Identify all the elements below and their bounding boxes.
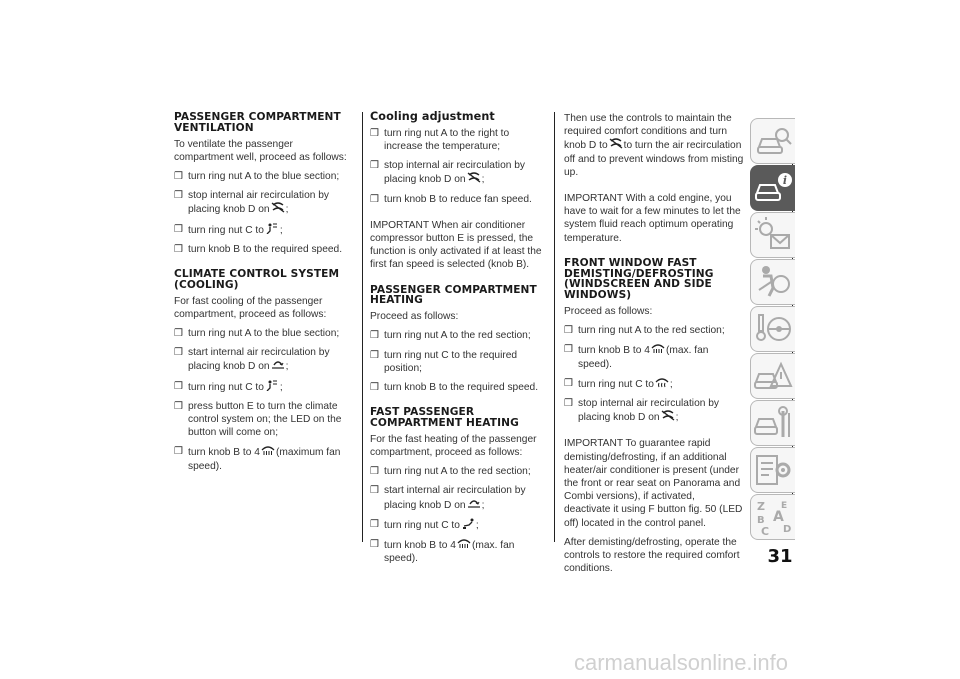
list-item (370, 349, 550, 375)
svg-text:Z: Z (757, 500, 765, 513)
sidebar-tab-index[interactable] (750, 494, 795, 540)
recirculation-off-icon (271, 202, 285, 213)
semicolon: ; (279, 381, 283, 393)
bullet-icon: ❒ (370, 485, 379, 497)
list-item (174, 327, 354, 340)
list-item (174, 445, 354, 472)
semicolon: ; (481, 499, 485, 511)
list-item (174, 223, 354, 237)
bullet-icon: ❒ (564, 377, 573, 389)
list-item-text: turn ring nut C to the required position; (384, 349, 518, 374)
fan-max-icon (457, 538, 471, 549)
paragraph-demisting-intro: Proceed as follows: (564, 306, 653, 318)
semicolon: ; (475, 519, 479, 531)
feet-vent-icon (461, 518, 475, 529)
column-3 (564, 112, 744, 581)
sidebar-tab-maintenance[interactable] (750, 400, 795, 446)
bullet-icon: ❒ (564, 325, 573, 337)
sidebar-tab-car-search[interactable] (750, 118, 795, 164)
list-item (174, 380, 354, 394)
svg-text:i: i (782, 174, 788, 187)
heading-ventilation: PASSENGER COMPARTMENT VENTILATION (174, 111, 341, 134)
heading-heating: PASSENGER COMPARTMENT HEATING (370, 283, 537, 307)
bullet-icon: ❒ (174, 446, 183, 458)
recirculation-off-icon (467, 172, 481, 183)
bullet-icon: ❒ (174, 347, 183, 359)
face-vent-icon (265, 380, 279, 391)
svg-text:C: C (761, 525, 770, 538)
list-item-text: turn ring nut A to the red section; (384, 330, 531, 342)
list-item (564, 397, 744, 424)
bullet-icon: ❒ (370, 349, 379, 361)
fan-max-icon (261, 445, 275, 456)
bullet-icon: ❒ (174, 223, 183, 235)
sidebar-tab-starting-driving[interactable] (750, 306, 795, 352)
page-number: 31 (767, 546, 793, 567)
list-item-text: turn ring nut A to the right to increase the temperature; (384, 127, 510, 152)
bullet-icon: ❒ (370, 127, 379, 139)
paragraph-fast-heating-intro: For the fast heating of the passenger compartment, proceed as follows: (370, 433, 537, 459)
paragraph-cooling-intro: For fast cooling of the passenger compartment, proceed as follows: (174, 295, 327, 320)
list-item-text: turn knob B to the required speed. (384, 382, 539, 394)
bullet-icon: ❒ (370, 330, 379, 342)
list-item-text: press button E to turn the climate control system on; the LED on the button will come on; (188, 400, 342, 439)
list-item (370, 538, 550, 565)
sidebar-tab-safety[interactable] (750, 259, 795, 305)
bullet-icon: ❒ (370, 193, 379, 205)
list-item (174, 243, 354, 256)
bullet-icon: ❒ (174, 243, 183, 255)
list-item (370, 518, 550, 532)
sidebar-tab-emergency[interactable] (750, 353, 795, 399)
list-item-text: turn ring nut A to the red section; (578, 325, 725, 337)
bullet-icon: ❒ (174, 380, 183, 392)
paragraph-ventilation-intro: To ventilate the passenger compartment well, proceed as follows: (174, 138, 347, 163)
bullet-icon: ❒ (174, 400, 183, 412)
list-item (174, 170, 354, 183)
list-item-text: turn ring nut A to the red section; (384, 466, 531, 478)
paragraph-after-demisting: After demisting/defrosting, operate the controls to restore the required comfort conditions. (564, 536, 740, 575)
svg-text:D: D (783, 524, 792, 535)
list-item-text: stop internal air recirculation by placing knob D on (384, 160, 525, 186)
paragraph-important-cold-engine: IMPORTANT With a cold engine, you have to wait for a few minutes to let the system fluid reach optimum operating temperature. (564, 193, 741, 244)
paragraph-maintain-comfort: Then use the controls to maintain the required comfort conditions and turn knob D to to turn the air recirculation off and to prevent windows from misting up. (564, 113, 744, 178)
list-item-text: stop internal air recirculation by placing knob D on (188, 190, 329, 216)
list-item-text: turn knob B to 4 (384, 540, 456, 552)
list-item-text: (max. fan speed). (578, 345, 709, 370)
list-item-text: turn ring nut C to (384, 519, 460, 531)
list-item-text: turn knob B to 4 (188, 447, 260, 459)
bullet-icon: ❒ (564, 398, 573, 410)
list-item-text: stop internal air recirculation by placing knob D on (578, 398, 719, 424)
list-item (370, 484, 550, 511)
svg-text:A: A (773, 509, 784, 525)
list-item (174, 400, 354, 440)
list-item (174, 346, 354, 373)
bullet-icon: ❒ (370, 518, 379, 530)
list-item (370, 159, 550, 186)
technical-data-icon (751, 448, 795, 492)
watermark: carmanualsonline.info (574, 650, 789, 675)
sidebar-tab-warning-lights[interactable] (750, 212, 795, 258)
bullet-icon: ❒ (564, 344, 573, 356)
heading-climate-control: CLIMATE CONTROL SYSTEM (COOLING) (174, 268, 340, 291)
list-item (370, 127, 550, 153)
bullet-icon: ❒ (370, 382, 379, 394)
recirculation-on-icon (467, 498, 481, 509)
list-item (370, 465, 550, 478)
list-item-text: turn ring nut C to (188, 381, 264, 393)
column-1 (174, 112, 354, 479)
sidebar-tab-car-info[interactable] (750, 165, 795, 211)
recirculation-on-icon (271, 359, 285, 370)
semicolon: ; (285, 361, 289, 373)
heading-demisting: FRONT WINDOW FAST DEMISTING/DEFROSTING (WINDSCREEN AND SIDE WINDOWS) (564, 256, 714, 302)
windscreen-defrost-icon (655, 377, 669, 388)
bullet-icon: ❒ (174, 171, 183, 182)
column-divider-2 (554, 112, 555, 542)
bullet-icon: ❒ (370, 539, 379, 551)
car-info-icon (751, 166, 795, 210)
list-item (564, 324, 744, 337)
list-item-text: turn knob B to the required speed. (188, 243, 343, 255)
bullet-icon: ❒ (370, 160, 379, 172)
heading-fast-heating: FAST PASSENGER COMPARTMENT HEATING (370, 406, 519, 430)
list-item-text: turn ring nut A to the blue section; (188, 328, 340, 340)
semicolon: ; (481, 174, 485, 186)
steering-wheel-key-icon (751, 307, 795, 351)
bullet-icon: ❒ (174, 190, 183, 202)
list-item-text: turn ring nut C to (578, 378, 654, 390)
semicolon: ; (675, 412, 679, 424)
column-divider-1 (362, 112, 363, 542)
list-item-text: turn ring nut C to (188, 224, 264, 236)
list-item-text: start internal air recirculation by placing knob D on (188, 347, 330, 373)
list-item (564, 377, 744, 391)
warning-lights-icon (751, 213, 795, 257)
bullet-icon: ❒ (370, 466, 379, 478)
semicolon: ; (279, 224, 283, 236)
list-item-text: (maximum fan speed). (188, 447, 341, 472)
sidebar-tab-technical-data[interactable] (750, 447, 795, 493)
list-item-text: turn knob B to 4 (578, 345, 650, 357)
semicolon: ; (285, 204, 289, 216)
car-service-icon (751, 401, 795, 445)
paragraph-heating-intro: Proceed as follows: (370, 311, 459, 323)
list-item-text: turn knob B to reduce fan speed. (384, 193, 532, 205)
alphabetical-index-icon (751, 495, 795, 539)
heading-cooling-adjustment: Cooling adjustment (370, 110, 495, 123)
list-item-text: (max. fan speed). (384, 540, 515, 565)
airbag-person-icon (751, 260, 795, 304)
semicolon: ; (669, 378, 673, 390)
list-item-text: turn ring nut A to the blue section; (188, 171, 340, 182)
list-item (370, 381, 550, 394)
fan-max-icon (651, 343, 665, 354)
svg-text:E: E (781, 501, 788, 511)
face-vent-icon (265, 223, 279, 234)
list-item (564, 343, 744, 370)
paragraph-important-compressor: IMPORTANT When air conditioner compressor button E is pressed, the function is only activated if at least the first fan speed is selected (knob B). (370, 219, 542, 271)
car-search-icon (751, 119, 795, 163)
list-item (370, 193, 550, 206)
car-breakdown-icon (751, 354, 795, 398)
list-item-text: start internal air recirculation by placing knob D on (384, 485, 526, 511)
list-item (174, 189, 354, 216)
svg-text:B: B (757, 515, 765, 526)
list-item (370, 329, 550, 342)
recirculation-off-icon (609, 138, 623, 149)
recirculation-off-icon (661, 410, 675, 421)
column-2 (370, 112, 550, 571)
bullet-icon: ❒ (174, 328, 183, 340)
paragraph-important-additional-heater: IMPORTANT To guarantee rapid demisting/defrosting, if an additional heater/air conditioner is present (under the front or rear seat on Panorama and Combi versions), if activated, deactivate it using F button fig. 50 (LED off) located in the control panel. (564, 438, 743, 529)
